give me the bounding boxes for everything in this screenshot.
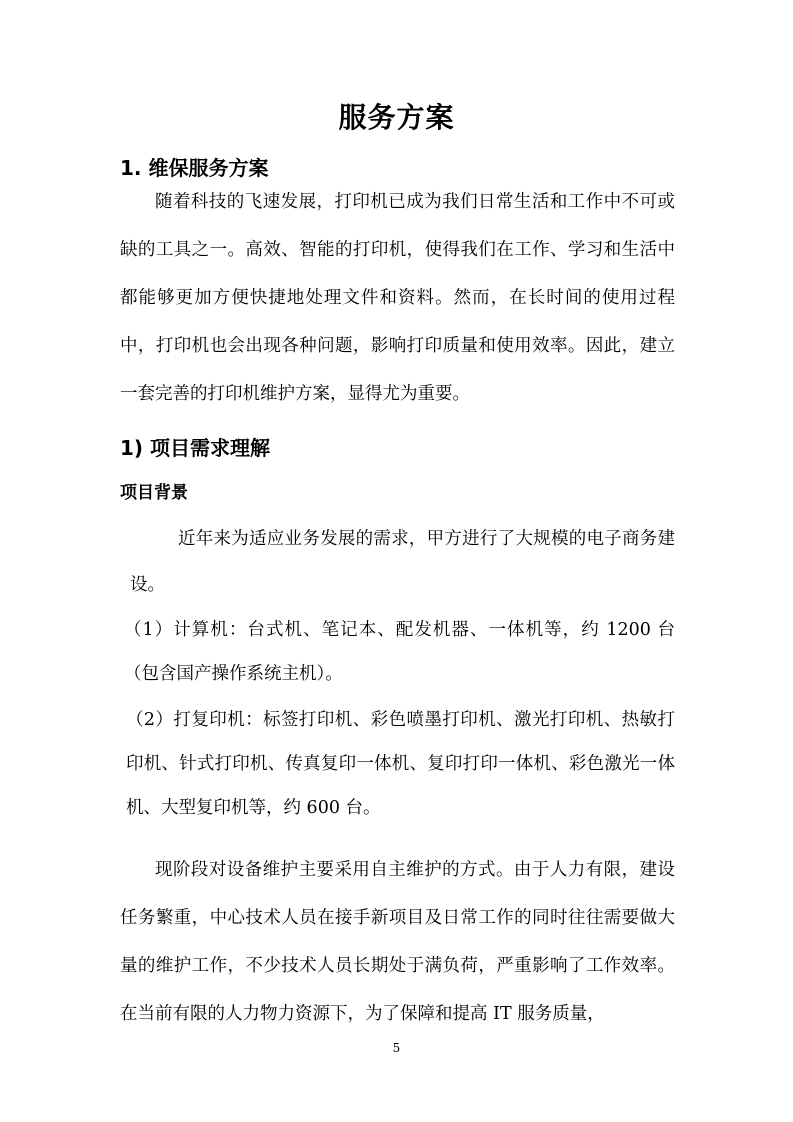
page-number: 5 xyxy=(392,1041,401,1055)
subsection-heading: 1) 项目需求理解 xyxy=(120,436,271,460)
section-heading: 1. 维保服务方案 xyxy=(120,156,269,180)
list-item-computers: （1）计算机：台式机、笔记本、配发机器、一体机等，约 1200 台（包含国产操作系统主机）。 xyxy=(124,620,675,684)
background-paragraph: 近年来为适应业务发展的需求，甲方进行了大规模的电子商务建设。 xyxy=(130,529,675,595)
list-item-printers: （2）打复印机：标签打印机、彩色喷墨打印机、激光打印机、热敏打印机、针式打印机、传真复印一体机、复印打印一体机、彩色激光一体机、大型复印机等，约 600 台。 xyxy=(126,710,675,818)
intro-paragraph: 随着科技的飞速发展，打印机已成为我们日常生活和工作中不可或缺的工具之一。高效、智能的打印机，使得我们在工作、学习和生活中都能够更加方便快捷地处理文件和资料。然而，在长时间的使用过程中，打印机也会出现各种问题，影响打印质量和使用效率。因此，建立一套完善的打印机维护方案，显得尤为重要。 xyxy=(120,192,675,404)
page-title: 服务方案 xyxy=(338,101,455,134)
status-paragraph: 现阶段对设备维护主要采用自主维护的方式。由于人力有限，建设任务繁重，中心技术人员在接手新项目及日常工作的同时往往需要做大量的维护工作，不少技术人员长期处于满负荷，严重影响了工作效率。在当前有限的人力物力资源下，为了保障和提高 IT 服务质量， xyxy=(120,860,675,1024)
subsubsection-heading: 项目背景 xyxy=(120,483,188,503)
